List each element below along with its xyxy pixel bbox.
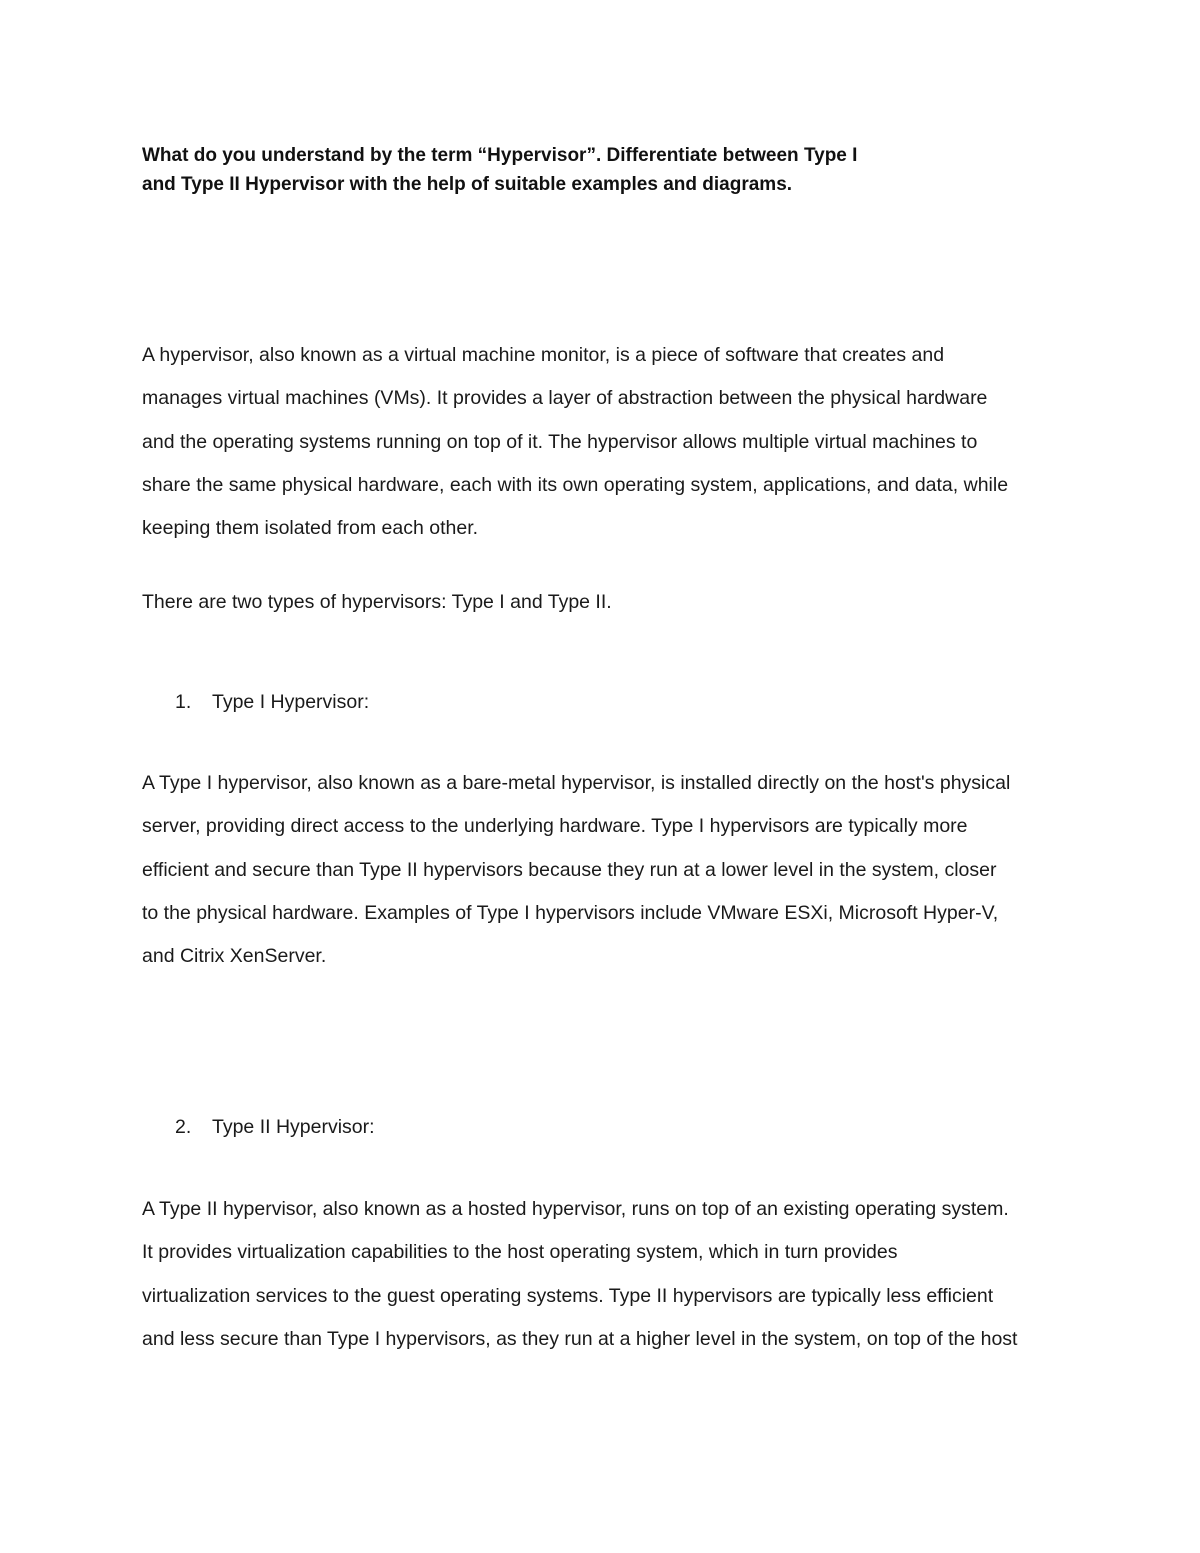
type1-number: 1.: [175, 691, 192, 713]
intro-line: A hypervisor, also known as a virtual machine monitor, is a piece of software that creates and: [142, 344, 945, 366]
type1-line: and Citrix XenServer.: [142, 945, 327, 968]
intro-line: and the operating systems running on top of it. The hypervisor allows multiple virtual machines to: [142, 430, 978, 453]
intro-line: share the same physical hardware, each with its own operating system, applications, and data, while: [142, 473, 1009, 496]
question-line: and Type II Hypervisor with the help of suitable examples and diagrams.: [142, 174, 793, 195]
question-heading: [142, 141, 1082, 199]
intro-line: keeping them isolated from each other.: [142, 517, 479, 540]
types-intro-text: There are two types of hypervisors: Type I and Type II.: [142, 591, 612, 613]
type1-line: A Type I hypervisor, also known as a bare-metal hypervisor, is installed directly on the host's physical: [142, 772, 1011, 794]
type2-number: 2.: [175, 1116, 192, 1138]
type1-line: server, providing direct access to the underlying hardware. Type I hypervisors are typically more: [142, 815, 968, 838]
type2-line: virtualization services to the guest operating systems. Type II hypervisors are typically less efficient: [142, 1284, 994, 1307]
type1-heading: Type I Hypervisor:: [212, 691, 370, 713]
type2-paragraph: [142, 1188, 1082, 1361]
question-line: What do you understand by the term “Hypervisor”. Differentiate between Type I: [142, 145, 858, 166]
type2-line: and less secure than Type I hypervisors, as they run at a higher level in the system, on top of the host: [142, 1327, 1018, 1350]
type2-line: It provides virtualization capabilities to the host operating system, which in turn provides: [142, 1241, 898, 1264]
intro-paragraph: [142, 334, 1082, 550]
type1-line: to the physical hardware. Examples of Type I hypervisors include VMware ESXi, Microsoft Hyper-V,: [142, 901, 999, 924]
type1-line: efficient and secure than Type II hypervisors because they run at a lower level in the system, closer: [142, 858, 997, 881]
type2-heading: Type II Hypervisor:: [212, 1116, 375, 1138]
type1-paragraph: [142, 762, 1082, 978]
type2-list-item: [175, 1112, 375, 1142]
intro-line: manages virtual machines (VMs). It provides a layer of abstraction between the physical hardware: [142, 387, 988, 410]
type1-list-item: [175, 687, 369, 717]
type2-line: A Type II hypervisor, also known as a hosted hypervisor, runs on top of an existing operating system.: [142, 1198, 1009, 1220]
